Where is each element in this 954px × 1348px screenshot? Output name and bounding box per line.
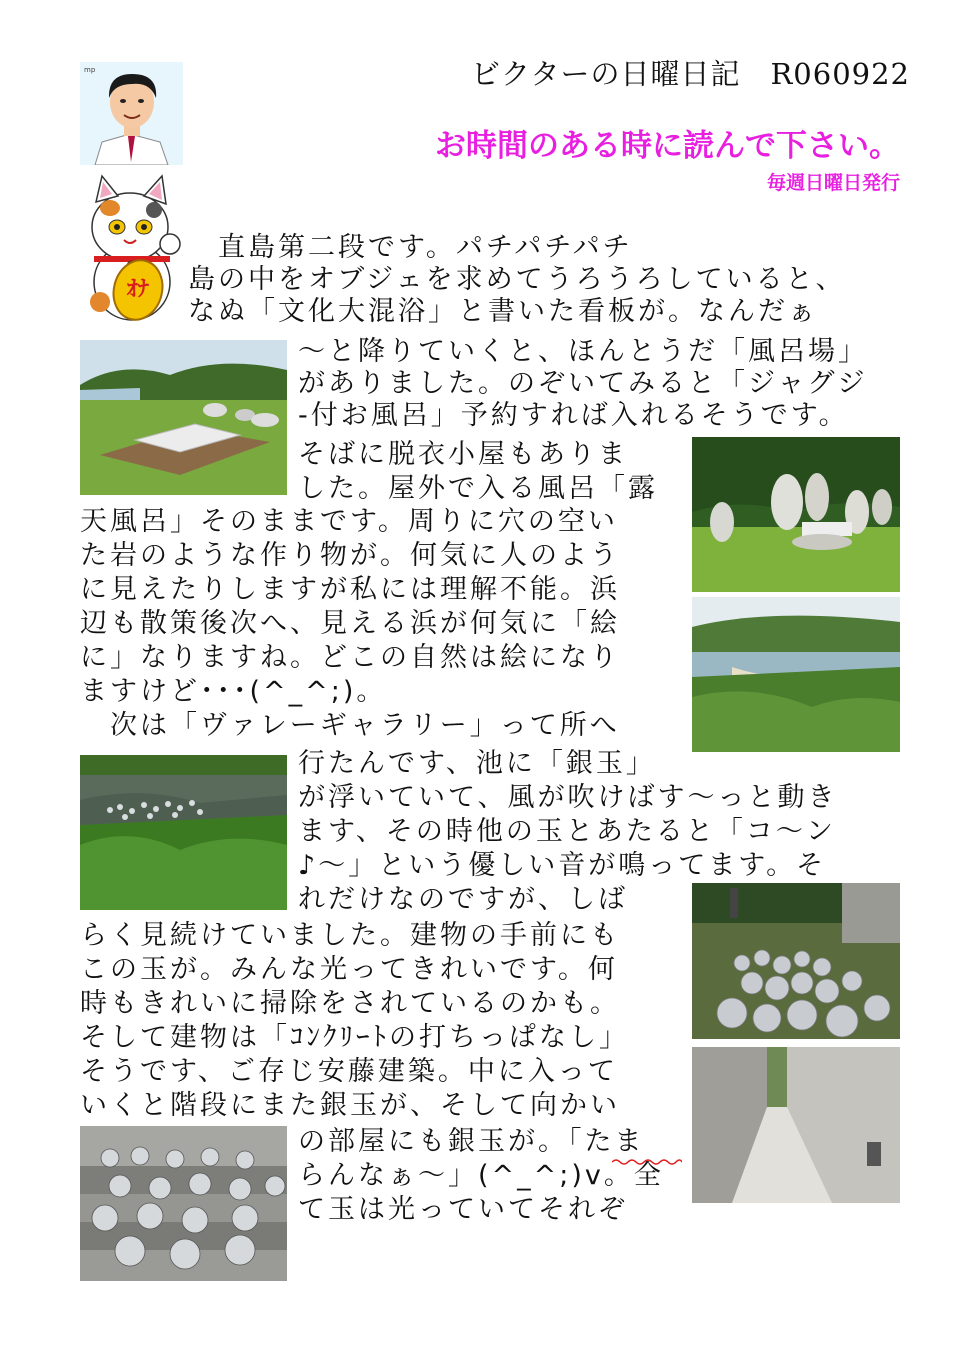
photo-pond-silver-balls [80,755,287,910]
photo-outdoor-bath [80,340,287,495]
body-line: 辺も散策後次へ、見える浜が何気に「絵 [80,608,620,639]
body-line: いくと階段にまた銀玉が、そして向かい [80,1090,620,1121]
body-line: らく見続けていました。建物の手前にも [80,920,620,951]
photo-rock-sculptures [692,437,900,592]
svg-text:mp: mp [84,66,96,74]
body-line: -付お風呂」予約すれば入れるそうです。 [298,400,849,431]
body-line: らんなぁ～」(^_^;)v。全 [298,1160,664,1191]
body-line: そして建物は「ｺﾝｸﾘｰﾄの打ちっぱなし」 [80,1022,629,1053]
photo-beach-cove [692,597,900,752]
body-line: した。屋外で入る風呂「露 [298,473,658,504]
body-line: なぬ「文化大混浴」と書いた看板が。なんだぁ [188,296,818,327]
body-line: 次は「ヴァレーギャラリー」って所へ [80,710,620,741]
body-line: れだけなのですが、しば [298,884,628,915]
cat [82,172,184,322]
body-line: ますけど･･･(^_^;)。 [80,676,387,707]
body-line: 島の中をオブジェを求めてうろうろしていると、 [188,264,846,295]
body-line: ♪～」という優しい音が鳴ってます。そ [298,850,827,881]
photo-silver-balls-grass [692,883,900,1039]
body-line: に見えたりしますが私には理解不能。浜 [80,574,620,605]
body-line: 天風呂」そのままです。周りに穴の空い [80,506,618,537]
body-line: この玉が。みんな光ってきれいです。何 [80,954,618,985]
body-line: 時もきれいに掃除をされているのかも。 [80,988,620,1019]
body-line: て玉は光っていてそれぞ [298,1194,628,1225]
photo-concrete-corridor [692,1047,900,1203]
publication-frequency: 毎週日曜日発行 [766,172,900,194]
body-line: 直島第二段です。パチパチパチ [188,232,633,263]
body-line: の部屋にも銀玉が。「たま [298,1126,645,1157]
body-line: 行たんです、池に「銀玉」 [298,748,656,779]
svg-text:ｵﾅ: ｵﾅ [126,277,150,302]
body-line: に」なりますね。どこの自然は絵になり [80,642,620,673]
body-line: ます、その時他の玉とあたると「コ～ン [298,816,836,847]
avatar [80,62,183,165]
photo-silver-balls-stairs [80,1126,287,1281]
body-line: が浮いていて、風が吹けばす～っと動き [298,782,838,813]
body-line: そばに脱衣小屋もありま [298,439,628,470]
body-line: そうです、ご存じ安藤建築。中に入って [80,1056,618,1087]
subtitle: お時間のある時に読んで下さい。 [435,128,900,164]
body-line: た岩のような作り物が。何気に人のよう [80,540,620,571]
spellcheck-squiggle [612,1158,682,1166]
page-title: ビクターの日曜日記 R060922 [471,57,910,91]
body-line: ～と降りていくと、ほんとうだ「風呂場」 [298,336,868,367]
body-line: がありました。のぞいてみると「ジャグジ [298,368,868,399]
